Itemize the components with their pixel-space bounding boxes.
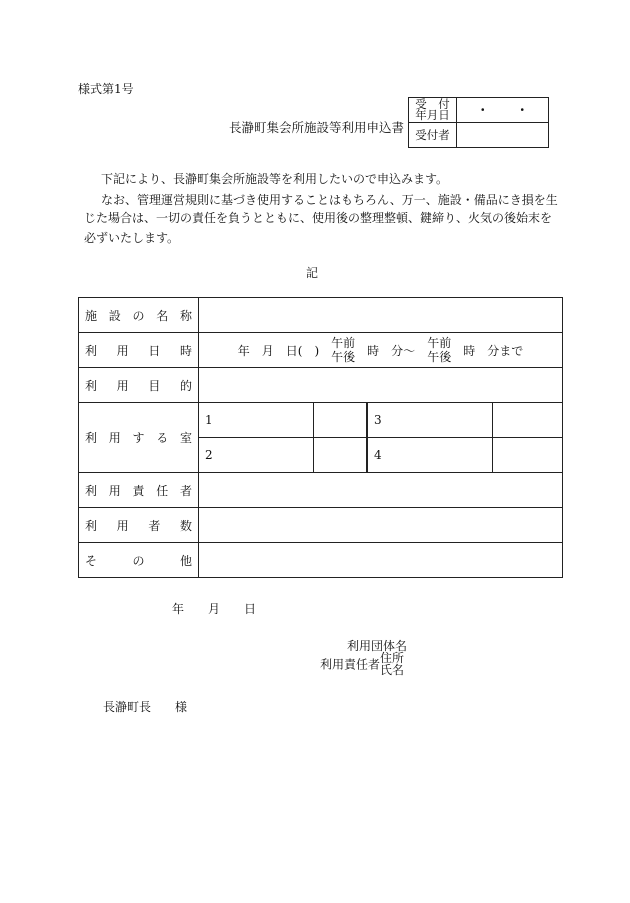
datetime-ymd: 年 月 日( ) [237,343,320,358]
applicant-responsible: 利用責任者 住所 氏名 [320,651,405,677]
addressee: 長瀞町長 様 [103,700,188,714]
intro-line-3: じた場合は、一切の責任を負うとともに、使用後の整理整頓、鍵締り、火気の後始末を [84,211,553,225]
room-3[interactable]: 3 [368,403,493,437]
rooms-field [199,403,563,473]
datetime-from: 時 分～ [367,343,416,358]
name-label: 氏名 [380,663,405,677]
intro-line-1: 下記により、長瀞町集会所施設等を利用したいので申込みます。 [101,172,449,186]
room-4[interactable]: 4 [368,438,493,472]
room-4-extra[interactable] [493,438,562,472]
room-1[interactable]: 1 [199,403,314,437]
ki-label: 記 [306,266,319,280]
count-label: 利用者数 [79,508,199,543]
room-2[interactable]: 2 [199,438,314,472]
receipt-date-label: 受 付 年月日 [409,98,457,123]
facility-name-label: 施設の名称 [79,298,199,333]
receiver-label: 受付者 [409,123,457,148]
form-number: 様式第1号 [78,82,134,96]
count-field[interactable] [199,508,563,543]
responsible-field[interactable] [199,473,563,508]
application-table [78,297,563,578]
address-label: 住所 [380,651,405,665]
room-1-extra[interactable] [314,403,368,437]
purpose-field[interactable] [199,368,563,403]
datetime-label: 利用日時 [79,333,199,368]
receipt-box [408,97,549,148]
room-3-extra[interactable] [493,403,562,437]
other-label: その他 [79,543,199,578]
end-ampm: 午前 午後 [427,336,452,364]
facility-name-field[interactable] [199,298,563,333]
intro-line-2: なお、管理運営規則に基づき使用することはもちろん、万一、施設・備品にき損を生 [101,193,558,207]
group-name-label: 利用団体名 [347,639,408,653]
intro-line-4: 必ずいたします。 [84,231,180,245]
other-field[interactable] [199,543,563,578]
page-title: 長瀞町集会所施設等利用申込書 [229,120,405,135]
receiver-field[interactable] [457,123,549,148]
room-2-extra[interactable] [314,438,368,472]
responsible-label: 利用責任者 [79,473,199,508]
start-ampm: 午前 午後 [331,336,356,364]
receipt-date-field[interactable]: ・ ・ [457,98,549,123]
datetime-field[interactable] [199,333,563,368]
rooms-label: 利用する室 [79,403,199,473]
application-date[interactable]: 年 月 日 [172,602,257,616]
datetime-until: 時 分まで [463,343,524,358]
purpose-label: 利用目的 [79,368,199,403]
